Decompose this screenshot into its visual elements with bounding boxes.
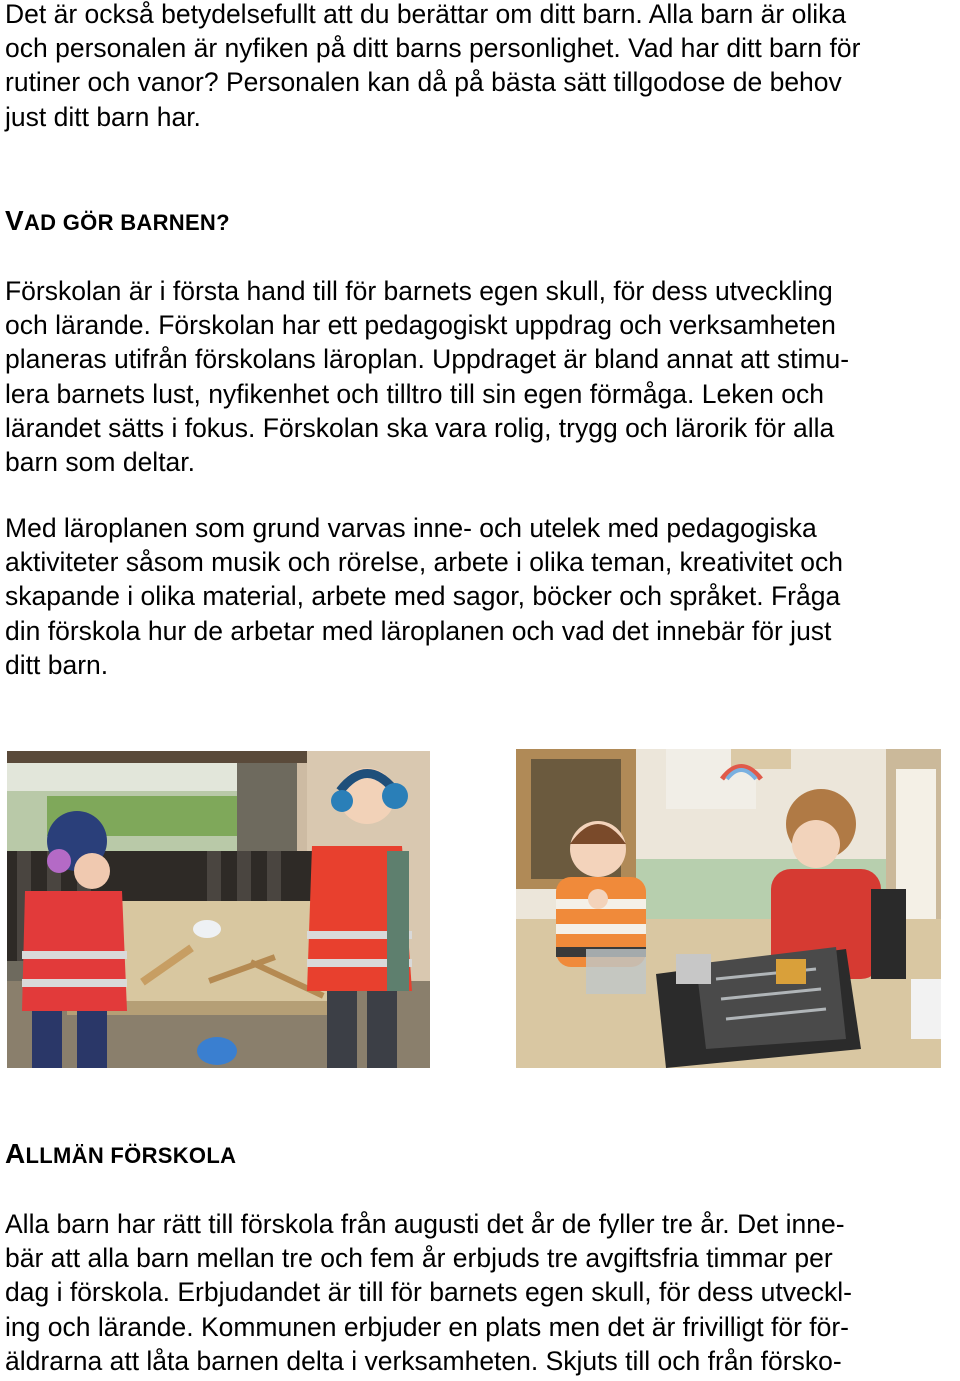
text-line: aktiviteter såsom musik och rörelse, arbete i olika teman, kreativitet och <box>5 547 844 578</box>
heading-initial: V <box>5 205 24 236</box>
heading-initial: A <box>5 1138 26 1169</box>
text-line: din förskola hur de arbetar med läroplanen och vad det innebär för just <box>5 615 832 646</box>
text-line: lera barnets lust, nyfikenhet och tilltro till sin egen förmåga. Leken och <box>5 378 825 409</box>
photo-children-electronics <box>516 749 941 1068</box>
text-line: dag i förskola. Erbjudandet är till för barnets egen skull, för dess utveckl- <box>5 1277 852 1308</box>
section2-paragraph-1 <box>5 1207 852 1378</box>
text-line: Det är också betydelsefullt att du berättar om ditt barn. Alla barn är olika <box>5 0 847 29</box>
text-line: Med läroplanen som grund varvas inne- och utelek med pedagogiska <box>5 513 817 543</box>
text-line: Alla barn har rätt till förskola från augusti det år de fyller tre år. Det inne- <box>5 1209 845 1239</box>
text-line: skapande i olika material, arbete med sagor, böcker och språket. Fråga <box>5 581 841 612</box>
section1-paragraph-1 <box>5 274 849 479</box>
intro-paragraph <box>5 0 860 134</box>
text-line: äldrarna att låta barnen delta i verksamheten. Skjuts till och från försko- <box>5 1345 842 1376</box>
text-line: Förskolan är i första hand till för barnets egen skull, för dess utveckling <box>5 276 833 306</box>
heading-rest: AD GÖR BARNEN? <box>23 210 230 235</box>
photo-electronics-illustration <box>516 749 941 1068</box>
text-line: planeras utifrån förskolans läroplan. Uppdraget är bland annat att stimu- <box>5 344 850 375</box>
section-heading-vad-gor-barnen <box>5 205 230 237</box>
heading-rest: LLMÄN FÖRSKOLA <box>25 1143 237 1168</box>
text-line: ditt barn. <box>5 649 109 680</box>
text-line: och lärande. Förskolan har ett pedagogiskt uppdrag och verksamheten <box>5 310 836 341</box>
text-line: barn som deltar. <box>5 447 196 478</box>
text-line: ing och lärande. Kommunen erbjuder en plats men det är frivilligt för för- <box>5 1311 850 1342</box>
section1-paragraph-2 <box>5 511 843 682</box>
text-line: bär att alla barn mellan tre och fem år erbjuds tre avgiftsfria timmar per <box>5 1243 833 1274</box>
text-line: lärandet sätts i fokus. Förskolan ska vara rolig, trygg och lärorik för alla <box>5 412 835 443</box>
text-line: just ditt barn har. <box>5 101 201 132</box>
text-line: rutiner och vanor? Personalen kan då på bästa sätt tillgodose de behov <box>5 67 842 98</box>
photo-woodworking-illustration <box>7 751 430 1068</box>
photo-children-woodworking <box>7 751 430 1068</box>
section-heading-allman-forskola <box>5 1138 236 1170</box>
text-line: och personalen är nyfiken på ditt barns personlighet. Vad har ditt barn för <box>5 33 861 64</box>
